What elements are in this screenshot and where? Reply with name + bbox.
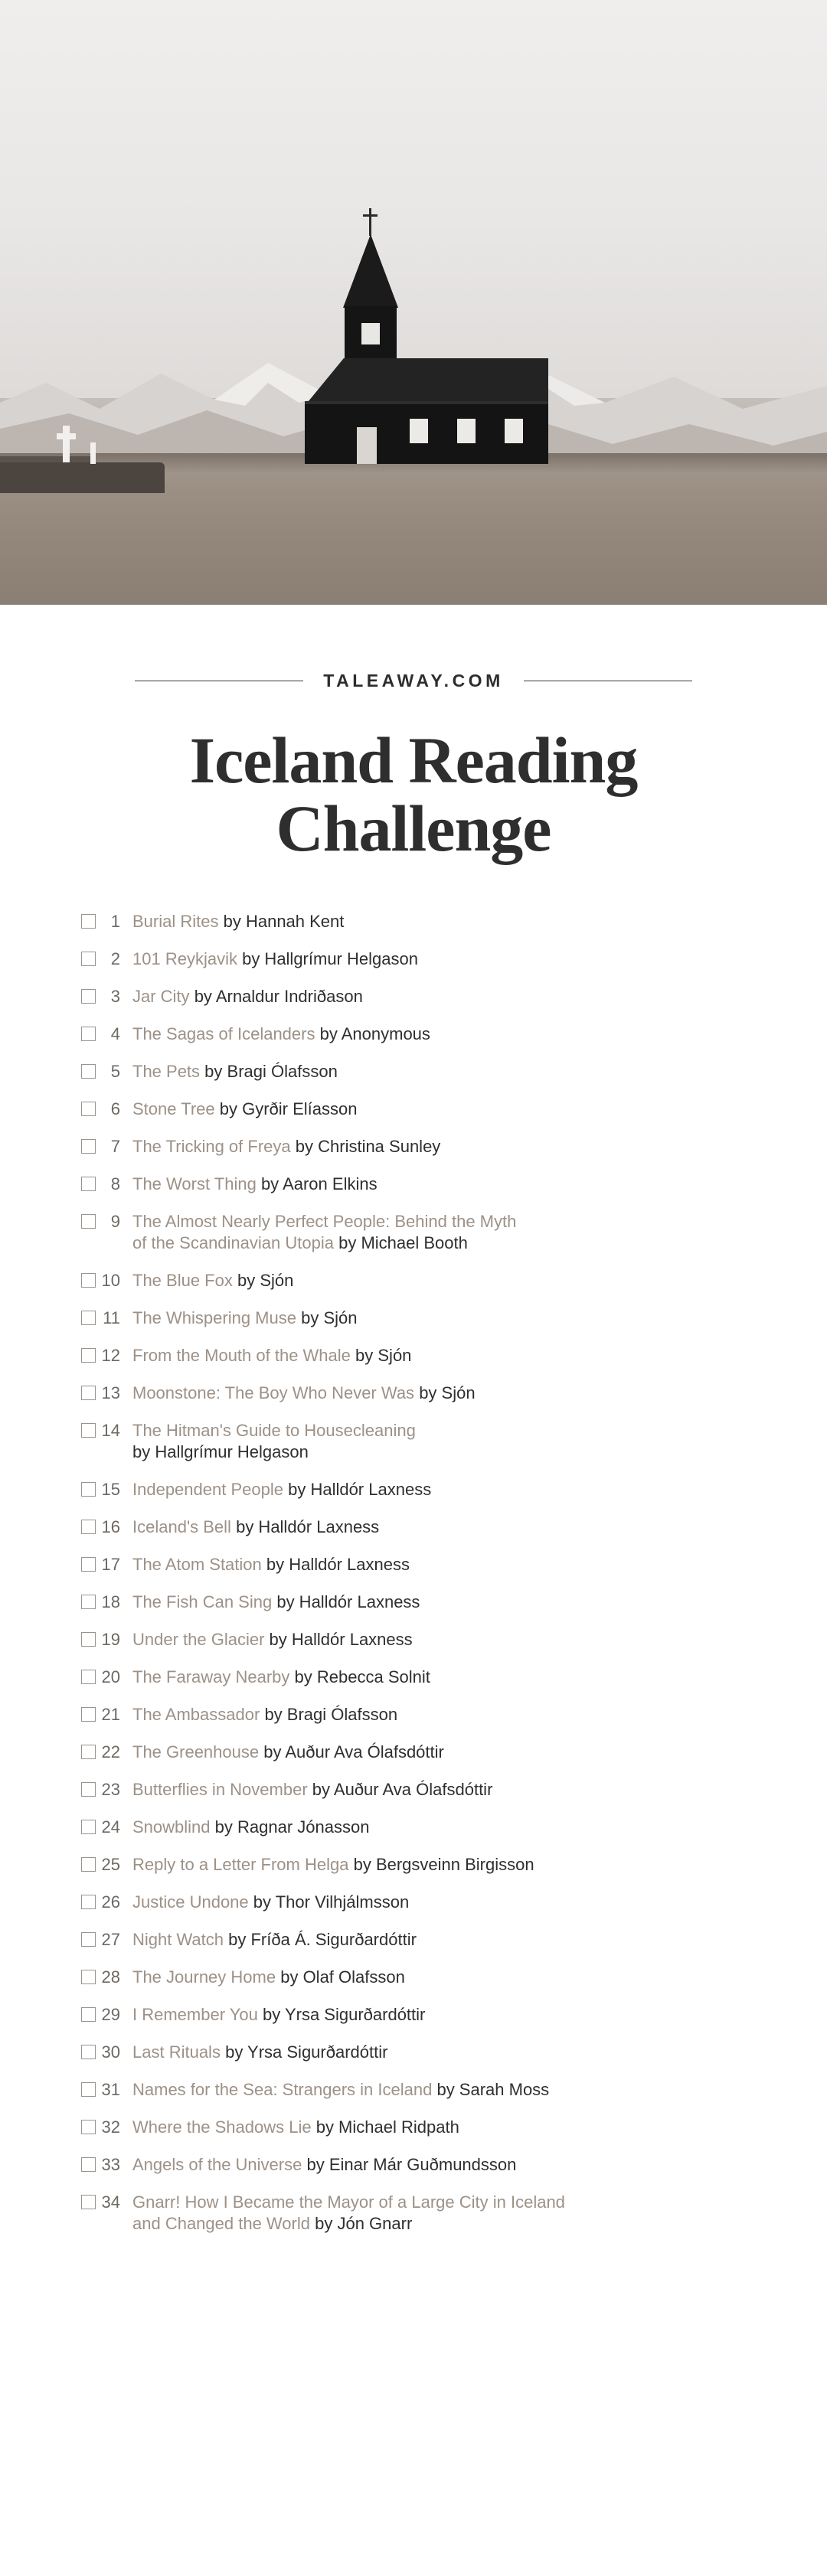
- list-item[interactable]: [70, 1967, 757, 1988]
- list-item-entry: [132, 2004, 425, 2026]
- book-title-continued: [132, 1232, 516, 1254]
- book-title: The Tricking of Freya: [132, 1136, 291, 1156]
- list-item-number: 20: [101, 1667, 120, 1686]
- book-author: by Sjón: [237, 1270, 294, 1290]
- checkbox[interactable]: [81, 914, 96, 929]
- list-item-number: 29: [101, 2004, 120, 2024]
- book-title: Independent People: [132, 1479, 283, 1499]
- list-item-entry: [132, 1174, 378, 1195]
- book-title: Butterflies in November: [132, 1779, 308, 1799]
- list-item[interactable]: [70, 1592, 757, 1613]
- book-author: by Fríða Á. Sigurðardóttir: [228, 1929, 417, 1949]
- list-item-number: 26: [101, 1892, 120, 1912]
- list-item-entry: [132, 1667, 430, 1688]
- list-item-number: 12: [101, 1345, 120, 1365]
- checkbox[interactable]: [81, 1970, 96, 1984]
- book-title-continued: [132, 2213, 565, 2235]
- list-item[interactable]: [70, 1211, 757, 1254]
- checkbox[interactable]: [81, 1670, 96, 1684]
- list-item[interactable]: [70, 1174, 757, 1195]
- list-item-number: 4: [110, 1024, 120, 1043]
- book-title: From the Mouth of the Whale: [132, 1345, 351, 1365]
- list-item[interactable]: [70, 986, 757, 1007]
- book-author: by Gyrðir Elíasson: [219, 1099, 358, 1118]
- list-item-entry: [132, 2192, 565, 2235]
- list-item[interactable]: [70, 1929, 757, 1951]
- book-title: I Remember You: [132, 2004, 258, 2024]
- list-item[interactable]: [70, 1136, 757, 1157]
- book-title: Last Rituals: [132, 2042, 221, 2062]
- list-item-entry: [132, 948, 418, 970]
- book-author: by Hannah Kent: [223, 911, 345, 931]
- checkbox[interactable]: [81, 1423, 96, 1438]
- book-author: by Anonymous: [319, 1024, 430, 1043]
- checkbox[interactable]: [81, 1857, 96, 1872]
- list-item-entry: [132, 1704, 397, 1725]
- book-author: by Sarah Moss: [436, 2079, 550, 2099]
- list-item[interactable]: [70, 1420, 757, 1463]
- page-title: [70, 723, 757, 866]
- book-checklist: [70, 911, 757, 2235]
- list-item-entry: [132, 1211, 516, 1254]
- checkbox[interactable]: [81, 2157, 96, 2172]
- list-item-entry: [132, 1742, 444, 1763]
- church-window-3: [502, 416, 525, 446]
- list-item-number: 32: [101, 2117, 120, 2137]
- book-title: Burial Rites: [132, 911, 219, 931]
- list-item[interactable]: [70, 1742, 757, 1763]
- poster-content: [0, 671, 827, 2304]
- book-author: by Rebecca Solnit: [294, 1667, 430, 1686]
- list-item[interactable]: [70, 2117, 757, 2138]
- church-window-1: [407, 416, 430, 446]
- list-item[interactable]: [70, 1479, 757, 1500]
- list-item-entry: [132, 1554, 410, 1575]
- list-item[interactable]: [70, 1892, 757, 1913]
- checkbox[interactable]: [81, 1177, 96, 1191]
- list-item-number: 7: [110, 1136, 120, 1156]
- church-window-2: [455, 416, 478, 446]
- list-item[interactable]: [70, 2192, 757, 2235]
- list-item-entry: [132, 1817, 369, 1838]
- book-author: by Olaf Olafsson: [280, 1967, 405, 1987]
- book-author: by Halldór Laxness: [266, 1554, 410, 1574]
- list-item-entry: [132, 1136, 440, 1157]
- list-item-entry: [132, 1420, 416, 1463]
- book-title: The Pets: [132, 1061, 201, 1081]
- list-item-entry: [132, 2154, 516, 2176]
- list-item-number: 11: [103, 1308, 120, 1327]
- book-author: by Einar Már Guðmundsson: [306, 2154, 517, 2174]
- book-title: The Worst Thing: [132, 1174, 257, 1193]
- book-title: Night Watch: [132, 1929, 224, 1949]
- book-title: Reply to a Letter From Helga: [132, 1854, 349, 1874]
- list-item-number: 28: [101, 1967, 120, 1987]
- hero-photo: [0, 0, 827, 605]
- book-author: by Bragi Ólafsson: [204, 1061, 338, 1081]
- book-title: Under the Glacier: [132, 1629, 265, 1649]
- book-title: Where the Shadows Lie: [132, 2117, 312, 2137]
- book-title-line-2: and Changed the World: [132, 2213, 310, 2233]
- list-item[interactable]: [70, 1667, 757, 1688]
- book-author: by Auður Ava Ólafsdóttir: [312, 1779, 493, 1799]
- book-title: The Blue Fox: [132, 1270, 233, 1290]
- checkbox[interactable]: [81, 2045, 96, 2059]
- tower-window: [361, 323, 380, 344]
- list-item-number: 27: [101, 1929, 120, 1949]
- list-item-entry: [132, 986, 363, 1007]
- book-author: by Yrsa Sigurðardóttir: [263, 2004, 426, 2024]
- checkbox[interactable]: [81, 1027, 96, 1041]
- list-item[interactable]: [70, 2042, 757, 2063]
- list-item[interactable]: [70, 1308, 757, 1329]
- list-item-entry: [132, 2079, 549, 2101]
- list-item-number: 21: [101, 1704, 120, 1724]
- book-title: The Greenhouse: [132, 1742, 260, 1761]
- book-author: by Halldór Laxness: [236, 1517, 380, 1536]
- cross-icon: [369, 208, 371, 236]
- church-icon: [300, 208, 553, 462]
- list-item[interactable]: [70, 1345, 757, 1366]
- book-title: Moonstone: The Boy Who Never Was: [132, 1383, 415, 1402]
- list-item-number: 22: [101, 1742, 120, 1761]
- checkbox[interactable]: [81, 1311, 96, 1325]
- list-item-number: 5: [110, 1061, 120, 1081]
- checkbox[interactable]: [81, 1214, 96, 1229]
- book-title: The Fish Can Sing: [132, 1592, 273, 1611]
- grave-marker-icon: [63, 426, 70, 462]
- book-author: by Halldór Laxness: [288, 1479, 432, 1499]
- list-item-entry: [132, 1592, 420, 1613]
- list-item[interactable]: [70, 1024, 757, 1045]
- list-item-number: 10: [101, 1270, 120, 1290]
- list-item-number: 3: [110, 986, 120, 1006]
- checkbox[interactable]: [81, 2082, 96, 2097]
- book-author: by Michael Booth: [338, 1232, 468, 1252]
- checkbox[interactable]: [81, 1895, 96, 1909]
- list-item-entry: [132, 1383, 476, 1404]
- checkbox[interactable]: [81, 1820, 96, 1834]
- list-item-number: 16: [101, 1517, 120, 1536]
- list-item-entry: [132, 1024, 430, 1045]
- book-author: by Auður Ava Ólafsdóttir: [263, 1742, 444, 1761]
- checkbox[interactable]: [81, 1139, 96, 1154]
- list-item[interactable]: [70, 1099, 757, 1120]
- list-item[interactable]: [70, 2079, 757, 2101]
- list-item[interactable]: [70, 1854, 757, 1876]
- book-title: Angels of the Universe: [132, 2154, 302, 2174]
- list-item[interactable]: [70, 1383, 757, 1404]
- checkbox[interactable]: [81, 952, 96, 966]
- checkbox[interactable]: [81, 2195, 96, 2209]
- book-author: by Sjón: [301, 1308, 358, 1327]
- list-item-entry: [132, 1061, 338, 1082]
- list-item[interactable]: [70, 911, 757, 932]
- list-item-number: 14: [101, 1420, 120, 1440]
- list-item-entry: [132, 1345, 411, 1366]
- book-author: by Ragnar Jónasson: [214, 1817, 370, 1837]
- list-item-entry: [132, 1479, 431, 1500]
- list-item[interactable]: [70, 1629, 757, 1650]
- book-title: Justice Undone: [132, 1892, 249, 1912]
- list-item-number: 13: [101, 1383, 120, 1402]
- lava-wall: [0, 462, 165, 493]
- list-item-number: 2: [110, 948, 120, 968]
- book-title: Jar City: [132, 986, 190, 1006]
- list-item[interactable]: [70, 1554, 757, 1575]
- list-item[interactable]: [70, 1817, 757, 1838]
- book-author: by Bergsveinn Birgisson: [353, 1854, 534, 1874]
- checkbox[interactable]: [81, 1632, 96, 1647]
- book-title-line-2: of the Scandinavian Utopia: [132, 1232, 334, 1252]
- list-item-entry: [132, 1892, 409, 1913]
- list-item-entry: [132, 1779, 492, 1801]
- book-author: by Christina Sunley: [295, 1136, 441, 1156]
- checkbox[interactable]: [81, 1557, 96, 1572]
- list-item-entry: [132, 1929, 417, 1951]
- list-item-number: 15: [101, 1479, 120, 1499]
- steeple-icon: [343, 234, 398, 308]
- book-title: The Ambassador: [132, 1704, 260, 1724]
- book-author: by Jón Gnarr: [315, 2213, 413, 2233]
- grave-marker-icon-2: [90, 442, 96, 464]
- checkbox[interactable]: [81, 1273, 96, 1288]
- list-item-entry: [132, 1629, 413, 1650]
- book-author: by Yrsa Sigurðardóttir: [225, 2042, 388, 2062]
- book-title: The Hitman's Guide to Housecleaning: [132, 1420, 416, 1440]
- list-item[interactable]: [70, 2004, 757, 2026]
- list-item-number: 31: [101, 2079, 120, 2099]
- list-item[interactable]: [70, 1270, 757, 1291]
- checkbox[interactable]: [81, 1707, 96, 1722]
- checkbox[interactable]: [81, 1102, 96, 1116]
- checkbox[interactable]: [81, 2007, 96, 2022]
- nave-roof: [305, 358, 548, 406]
- checkbox[interactable]: [81, 1782, 96, 1797]
- book-title: 101 Reykjavik: [132, 948, 237, 968]
- list-item-number: 6: [110, 1099, 120, 1118]
- book-title: Snowblind: [132, 1817, 211, 1837]
- checkbox[interactable]: [81, 1348, 96, 1363]
- list-item-entry: [132, 1308, 358, 1329]
- list-item-entry: [132, 1517, 379, 1538]
- list-item[interactable]: [70, 948, 757, 970]
- list-item-number: 1: [110, 911, 120, 931]
- book-author: by Thor Vilhjálmsson: [253, 1892, 410, 1912]
- book-author: by Arnaldur Indriðason: [194, 986, 363, 1006]
- list-item[interactable]: [70, 2154, 757, 2176]
- book-author: by Halldór Laxness: [269, 1629, 413, 1649]
- list-item-entry: [132, 911, 344, 932]
- book-author: by Halldór Laxness: [276, 1592, 420, 1611]
- book-title: Names for the Sea: Strangers in Iceland: [132, 2079, 433, 2099]
- book-title: Gnarr! How I Became the Mayor of a Large City in Iceland: [132, 2192, 565, 2212]
- list-item[interactable]: [70, 1704, 757, 1725]
- list-item-number: 25: [101, 1854, 120, 1874]
- book-title: The Almost Nearly Perfect People: Behind the Myth: [132, 1211, 517, 1231]
- list-item-entry: [132, 1099, 358, 1120]
- book-author: by Sjón: [419, 1383, 476, 1402]
- checkbox[interactable]: [81, 1932, 96, 1947]
- book-author: by Bragi Ólafsson: [264, 1704, 398, 1724]
- checkbox[interactable]: [81, 1745, 96, 1759]
- page-title-line-2: Challenge: [276, 792, 551, 866]
- book-author: by Sjón: [355, 1345, 412, 1365]
- book-author: by Hallgrímur Helgason: [132, 1441, 309, 1461]
- book-title: The Atom Station: [132, 1554, 262, 1574]
- brand-label: TALEAWAY.COM: [323, 671, 504, 691]
- list-item[interactable]: [70, 1779, 757, 1801]
- list-item-entry: [132, 1967, 405, 1988]
- page-title-line-1: Iceland Reading: [189, 723, 638, 797]
- checkbox[interactable]: [81, 1482, 96, 1497]
- list-item-number: 30: [101, 2042, 120, 2062]
- checkbox[interactable]: [81, 1595, 96, 1609]
- book-author: by Michael Ridpath: [315, 2117, 459, 2137]
- list-item-entry: [132, 2117, 459, 2138]
- book-title: The Sagas of Icelanders: [132, 1024, 315, 1043]
- list-item-number: 9: [110, 1211, 120, 1231]
- list-item-number: 8: [110, 1174, 120, 1193]
- checkbox[interactable]: [81, 1386, 96, 1400]
- checkbox[interactable]: [81, 989, 96, 1004]
- checkbox[interactable]: [81, 1064, 96, 1079]
- book-title: The Whispering Muse: [132, 1308, 296, 1327]
- list-item-entry: [132, 1270, 293, 1291]
- list-item-number: 33: [101, 2154, 120, 2174]
- checkbox[interactable]: [81, 2120, 96, 2134]
- book-title: Stone Tree: [132, 1099, 215, 1118]
- book-title: The Faraway Nearby: [132, 1667, 290, 1686]
- brand-bar: [70, 671, 757, 691]
- list-item-number: 17: [101, 1554, 120, 1574]
- book-title: Iceland's Bell: [132, 1517, 231, 1536]
- checkbox[interactable]: [81, 1520, 96, 1534]
- list-item[interactable]: [70, 1517, 757, 1538]
- list-item-number: 34: [101, 2192, 120, 2212]
- list-item-number: 24: [101, 1817, 120, 1837]
- list-item[interactable]: [70, 1061, 757, 1082]
- list-item-entry: [132, 1854, 534, 1876]
- book-author: by Aaron Elkins: [260, 1174, 378, 1193]
- list-item-number: 18: [101, 1592, 120, 1611]
- church-door: [357, 427, 377, 464]
- list-item-entry: [132, 2042, 387, 2063]
- book-title: The Journey Home: [132, 1967, 276, 1987]
- book-author: by Hallgrímur Helgason: [242, 948, 418, 968]
- list-item-number: 19: [101, 1629, 120, 1649]
- list-item-number: 23: [101, 1779, 120, 1799]
